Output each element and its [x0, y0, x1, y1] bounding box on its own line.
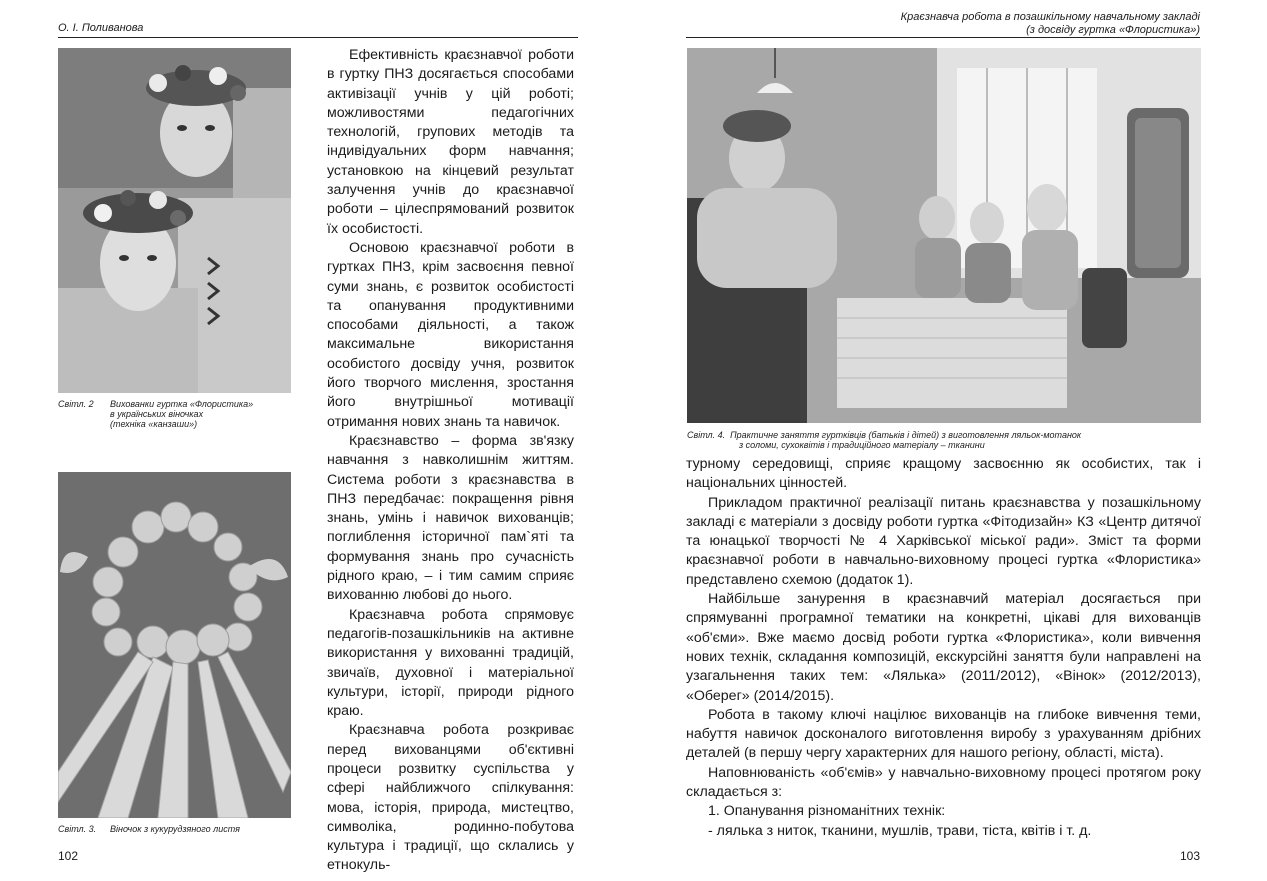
photo-practical-lesson-image [687, 48, 1201, 423]
photo-corn-leaf-wreath-image [58, 472, 291, 818]
photo2-caption [58, 399, 298, 429]
photo2-caption-label: Світл. 2 [58, 399, 94, 409]
right-header-line2: (з досвіду гуртка «Флористика») [1026, 24, 1200, 36]
photo2-caption-line3: (техніка «канзаши») [110, 419, 198, 429]
right-page-number: 103 [1180, 849, 1201, 863]
right-paragraph-5: Наповнюваність «об'ємів» у навчально-виховному процесі протягом року складається з: [686, 764, 1201, 801]
photo3-caption [58, 824, 298, 834]
photo3-caption-text: Віночок з кукурудзяного листя [110, 824, 240, 834]
photo-corn-leaf-wreath [58, 472, 291, 818]
left-paragraph-5: Краєзнавча робота розкриває перед вихованцями об'єктивні процеси розвитку суспільства у сфері найближчого спілкування: мова, історія, природа, мистецтво, символіка, родинно-побутова культура і традиції, що склались у етнокуль- [327, 722, 574, 874]
left-paragraph-3: Краєзнавство – форма зв'язку навчання з навколишнім життям. Система роботи з краєзнавства в ПНЗ передбачає: покращення рівня знань, умінь і навичок вихованців; поглиблення історичної пам`яті та формування знань про сучасність рідного краю, – і тим самим сприяє вихованню любові до нього. [327, 432, 574, 604]
photo4-caption-line1: Практичне заняття гуртківців (батьків і дітей) з виготовлення ляльок-мотанок [730, 430, 1082, 440]
photo2-caption-line2: в українських віночках [110, 409, 204, 419]
right-running-header [780, 11, 1200, 37]
photo-girls-in-wreaths-image [58, 48, 291, 393]
left-text-column [327, 46, 574, 876]
photo-girls-in-wreaths [58, 48, 291, 393]
left-paragraph-4: Краєзнавча робота спрямовує педагогів-позашкільників на активне використання у вихованні традицій, звичаїв, духовної і матеріальної культури, історії, природи рідного краю. [327, 606, 574, 720]
right-header-line1: Краєзнавча робота в позашкільному навчальному закладі [900, 11, 1200, 23]
left-paragraph-2: Основою краєзнавчої роботи в гуртках ПНЗ, крім засвоєння певної суми знань, є розвиток особистості та опанування продуктивними способами діяльності, а також максимальне використання особистого досвіду учня, розвиток його творчого мислення, зростання його внутрішньої мотивації отримання нових знань та навичок. [327, 239, 574, 430]
left-page-number: 102 [58, 849, 79, 863]
list-item-2: - лялька з ниток, тканини, мушлів, трави, тіста, квітів і т. д. [708, 822, 1092, 839]
right-paragraph-1: турному середовищі, сприяє кращому засвоєнню як особистих, так і національних цінностей. [686, 456, 1201, 492]
right-paragraph-3: Найбільше занурення в краєзнавчий матеріал досягається при спрямуванні програмної тематики на конкретні, цікаві для вихованців «об'єми». Вже маємо досвід роботи гуртка «Флористика», коли вивчення нових технік, складання композицій, екскурсійні заняття були направлені на узагальнення таких тем: «Лялька» (2011/2012), «Вінок» (2012/2013), «Оберег» (2014/2015). [686, 591, 1201, 704]
left-paragraph-1: Ефективність краєзнавчої роботи в гуртку ПНЗ досягається способами активізації учнів у цій роботі; можливостями педагогічних технологій, групових методів та індивідуальних форм навчання; установкою на кінцевий результат залучення учнів до краєзнавчої роботи – цілеспрямований розвиток їх особистості. [327, 47, 574, 237]
photo-practical-lesson [687, 48, 1201, 423]
right-paragraph-2: Прикладом практичної реалізації питань краєзнавства у позашкільному закладі є матеріали з досвіду роботи гуртка «Фітодизайн» КЗ «Центр дитячої та юнацької творчості № 4 Харківської міської ради». Зміст та форми краєзнавчої роботи в навчально-виховному процесі гуртка «Флористика» представлено схемою (додаток 1). [686, 494, 1201, 588]
left-header-rule [58, 37, 578, 38]
photo3-caption-label: Світл. 3. [58, 824, 97, 834]
photo4-caption-line2: з соломи, сухоквітів і традиційного матеріалу – тканини [739, 440, 985, 450]
right-header-rule [686, 37, 1200, 38]
right-paragraph-4: Робота в такому ключі націлює вихованців на глибоке вивчення теми, набуття навичок досконалого виготовлення виробу з урахуванням дрібних деталей (в першу чергу характерних для нашого регіону, області, міста). [686, 706, 1201, 762]
photo4-caption-label: Світл. 4. [687, 430, 726, 440]
right-text-column [686, 455, 1201, 841]
photo4-caption [687, 430, 1201, 450]
photo2-caption-line1: Вихованки гуртка «Флористика» [110, 399, 254, 409]
list-item-1: 1. Опанування різноманітних технік: [708, 803, 946, 820]
left-running-header: О. І. Поливанова [58, 22, 144, 34]
